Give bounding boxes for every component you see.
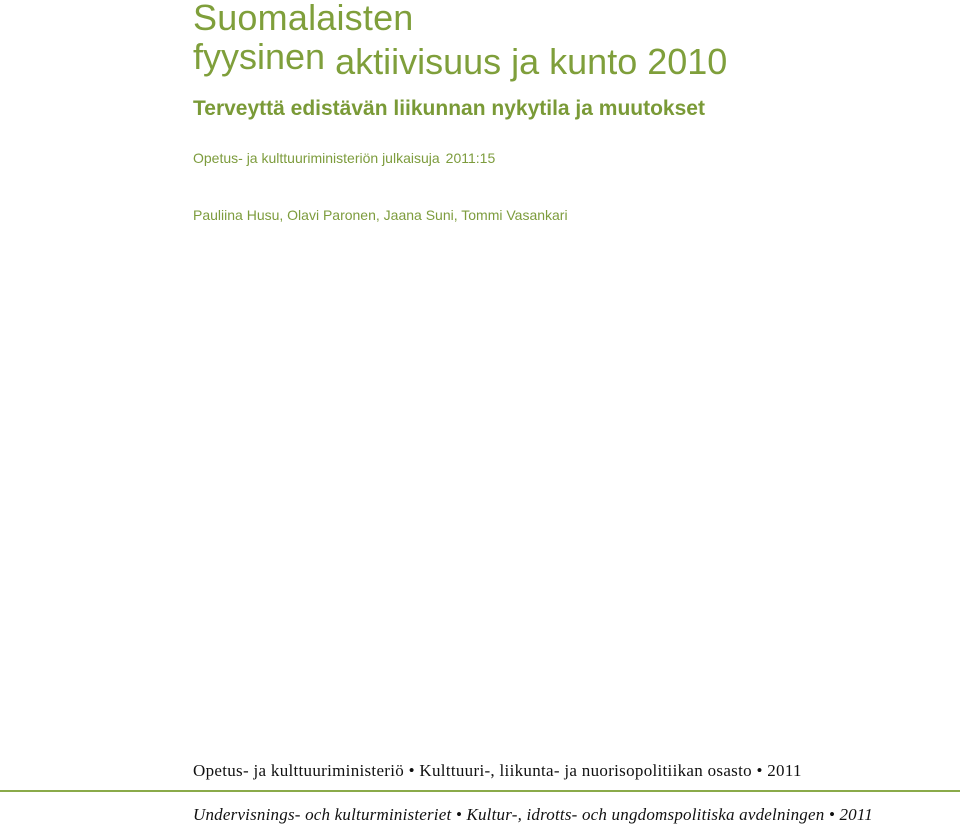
authors: Pauliina Husu, Olavi Paronen, Jaana Suni, Tommi Vasankari [193, 207, 568, 223]
publisher-line-swedish: Undervisnings- och kulturministeriet • Kultur-, idrotts- och ungdomspolitiska avdelningen • 2011 [193, 805, 874, 824]
series-number: 2011:15 [445, 150, 496, 166]
title-word-fyysinen: fyysinen [193, 36, 326, 77]
publication-subtitle: Terveyttä edistävän liikunnan nykytila ja muutokset [193, 97, 705, 120]
publication-title-line-1: Suomalaisten [193, 0, 414, 38]
publisher-line-finnish: Opetus- ja kulttuuriministeriö • Kulttuuri-, liikunta- ja nuorisopolitiikan osasto • 2011 [193, 761, 802, 780]
title-rest: aktiivisuus ja kunto 2010 [335, 41, 728, 82]
footer-divider [0, 790, 960, 792]
publication-series [193, 150, 495, 166]
publication-title-line-2 [193, 38, 727, 80]
series-label: Opetus- ja kulttuuriministeriön julkaisuja [193, 150, 440, 166]
